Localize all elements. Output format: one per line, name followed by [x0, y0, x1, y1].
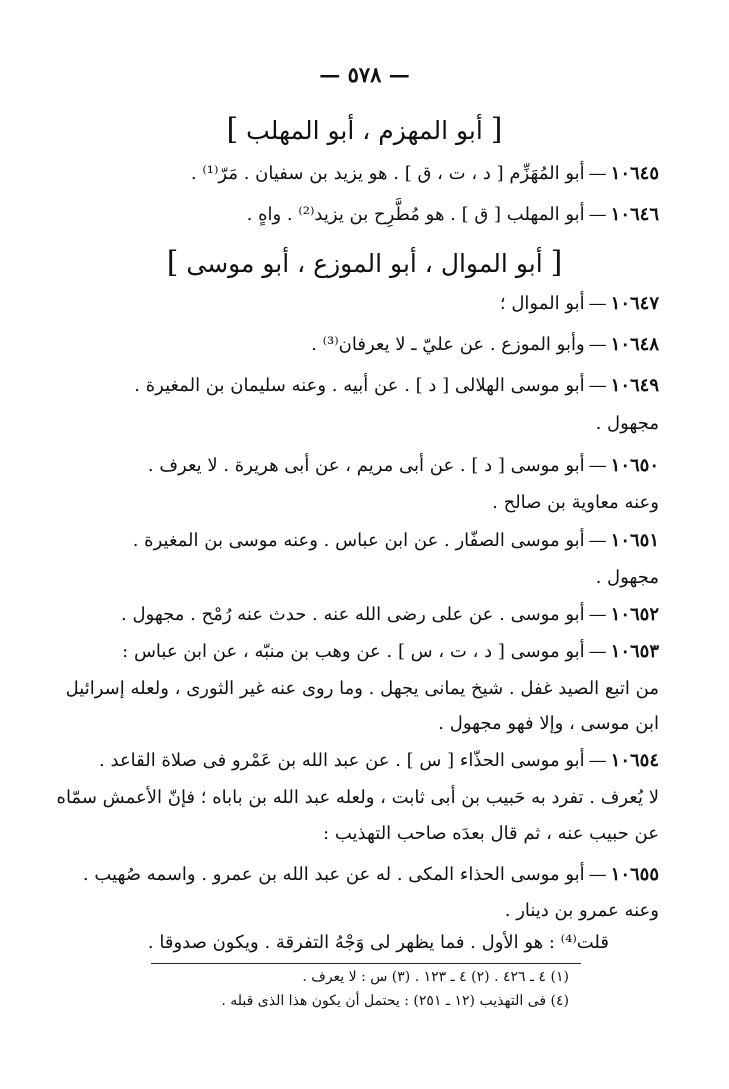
bracket-close: ]	[166, 245, 179, 280]
entry-text: أبو موسى الحذّاء [ س ] . عن عبد الله بن عَمْرو فى صلاة القاعد .	[99, 750, 585, 771]
entry-10648	[40, 334, 659, 355]
entry-number: ١٠٦٤٩	[610, 375, 659, 396]
entry-number: ١٠٦٤٨	[610, 334, 659, 355]
dash-separator: —	[588, 163, 607, 184]
dash-separator: —	[588, 334, 607, 355]
editor-note	[40, 932, 609, 953]
dash-separator: —	[588, 641, 607, 662]
entry-10650	[40, 455, 659, 476]
entry-continuation	[40, 678, 659, 699]
entry-text: وعنه عمرو بن دينار .	[504, 900, 659, 921]
dash-separator: —	[588, 204, 607, 225]
entry-continuation	[40, 413, 659, 434]
dash-separator: —	[588, 375, 607, 396]
footnote-line-1: (١) ٤ ـ ٤٢٦ . (٢) ٤ ـ ١٢٣ . (٣) س : لا يعرف .	[302, 969, 569, 985]
entry-text: عن حبيب عنه ، ثم قال بعدَه صاحب التهذيب :	[323, 823, 659, 844]
entry-text: لا يُعرف . تفرد به حَبيب بن أبى ثابت ، ولعله عبد الله بن باباه ؛ فإنّ الأعمش سمّاه	[56, 787, 659, 808]
footnote-line-2: (٤) فى التهذيب (١٢ ـ ٢٥١) : يحتمل أن يكون هذا الذى قبله .	[221, 993, 569, 1009]
entry-10655	[40, 864, 659, 885]
entry-text: وعنه معاوية بن صالح .	[492, 492, 659, 513]
entry-text: من اتبع الصيد غفل . شيخ يمانى يجهل . وما روى عنه غير الثورى ، ولعله إسرائيل	[65, 678, 659, 699]
dash-separator: —	[588, 604, 607, 625]
entry-number: ١٠٦٤٧	[610, 293, 659, 314]
dash-separator: —	[588, 750, 607, 771]
section-heading-2-text: أبو الموال ، أبو الموزع ، أبو موسى	[186, 249, 543, 278]
footnote-divider	[151, 963, 581, 964]
entry-number: ١٠٦٥٢	[610, 604, 659, 625]
entry-text: أبو موسى [ د ، ت ، س ] . عن وهب بن منبّه ، عن ابن عباس :	[122, 641, 585, 662]
bracket-open: [	[550, 245, 563, 280]
entry-continuation	[40, 900, 659, 921]
section-heading-1	[0, 112, 729, 147]
entry-number: ١٠٦٥١	[610, 530, 659, 551]
entry-text: ابن موسى ، وإلا فهو مجهول .	[438, 713, 659, 734]
entry-10647	[40, 293, 659, 314]
entry-number: ١٠٦٤٦	[610, 204, 659, 225]
entry-text: أبو موسى الصفّار . عن ابن عباس . وعنه موسى بن المغيرة .	[132, 530, 585, 551]
dash-separator: —	[588, 864, 607, 885]
entry-10649	[40, 375, 659, 396]
entry-number: ١٠٦٤٥	[610, 163, 659, 184]
page-number: — ٥٧٨ —	[319, 62, 410, 87]
entry-text: أبو المُهَزِّم [ د ، ت ، ق ] . هو يزيد بن سفيان . مَرّ⁽¹⁾ .	[190, 163, 585, 184]
entry-text: أبو موسى [ د ] . عن أبى مريم ، عن أبى هريرة . لا يعرف .	[147, 455, 585, 476]
entry-text: أبو موسى الحذاء المكى . له عن عبد الله بن عمرو . واسمه صُهيب .	[82, 864, 585, 885]
section-heading-2	[0, 245, 729, 280]
entry-text: مجهول .	[595, 567, 659, 588]
entry-10645	[40, 163, 659, 184]
entry-10653	[40, 641, 659, 662]
dash-separator: —	[588, 293, 607, 314]
entry-text: مجهول .	[595, 413, 659, 434]
entry-text: أبو موسى . عن على رضى الله عنه . حدث عنه رُمْح . مجهول .	[121, 604, 585, 625]
dash-separator: —	[588, 455, 607, 476]
entry-10651	[40, 530, 659, 551]
entry-number: ١٠٦٥٠	[610, 455, 659, 476]
entry-text: وأبو الموزع . عن عليّ ـ لا يعرفان⁽³⁾ .	[311, 334, 585, 355]
entry-number: ١٠٦٥٤	[610, 750, 659, 771]
entry-continuation	[40, 492, 659, 513]
dash-separator: —	[588, 530, 607, 551]
bracket-close: ]	[226, 112, 239, 147]
bracket-open: [	[490, 112, 503, 147]
entry-10646	[40, 204, 659, 225]
entry-text: قلت⁽⁴⁾ : هو الأول . فما يظهر لى وَجْهُ التفرقة . ويكون صدوقا .	[147, 932, 609, 953]
section-heading-1-text: أبو المهزم ، أبو المهلب	[246, 116, 483, 145]
entry-number: ١٠٦٥٣	[610, 641, 659, 662]
entry-continuation	[40, 713, 659, 734]
entry-10654	[40, 750, 659, 771]
entry-continuation	[40, 787, 659, 808]
entry-10652	[40, 604, 659, 625]
entry-number: ١٠٦٥٥	[610, 864, 659, 885]
entry-continuation	[40, 823, 659, 844]
entry-text: أبو المهلب [ ق ] . هو مُطَّرِح بن يزيد⁽²⁾ . واهٍ .	[246, 204, 585, 225]
entry-text: أبو الموال ؛	[499, 293, 585, 314]
entry-text: أبو موسى الهلالى [ د ] . عن أبيه . وعنه سليمان بن المغيرة .	[134, 375, 585, 396]
entry-continuation	[40, 567, 659, 588]
